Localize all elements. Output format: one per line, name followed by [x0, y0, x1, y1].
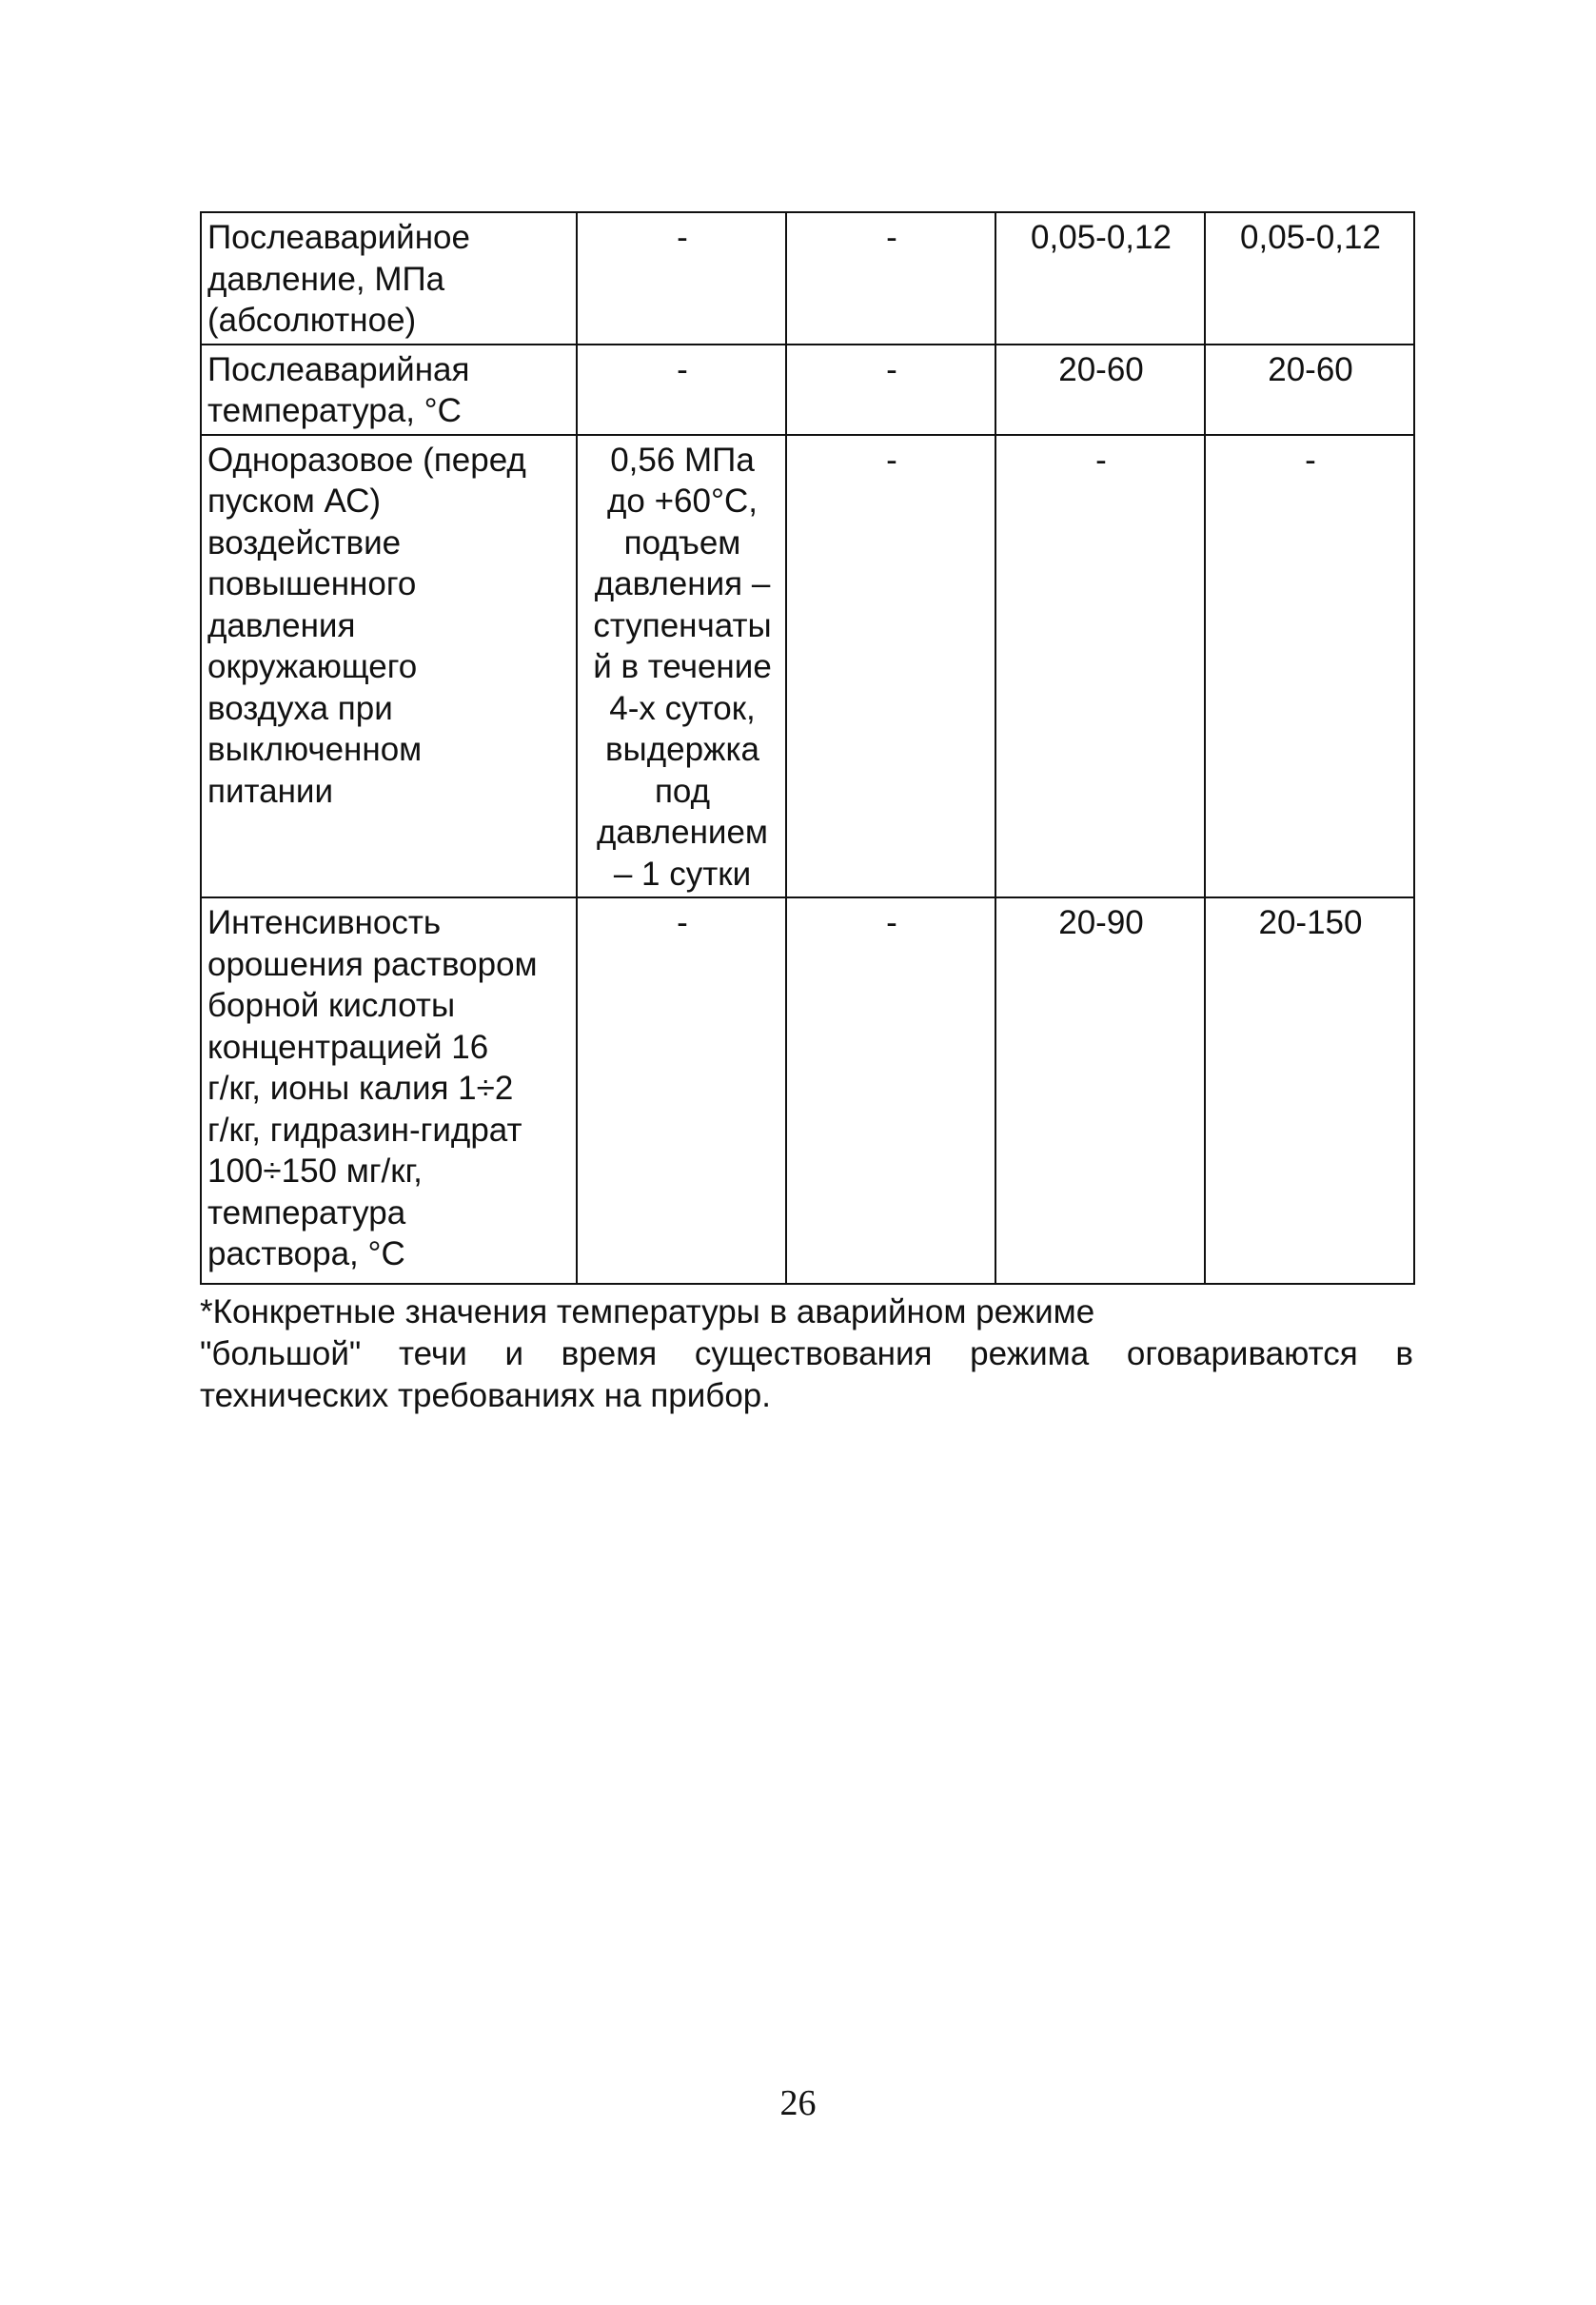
page-number: 26 [779, 2083, 817, 2123]
value-cell: - [1205, 435, 1414, 898]
footnote-line: технических требованиях на прибор. [200, 1377, 771, 1414]
parameter-cell: Одноразовое (перед пуском АС) воздействие повышенного давления окружающего воздуха при выключенном питании [201, 435, 577, 898]
table-row [201, 212, 1414, 345]
value-cell: 20-60 [995, 345, 1205, 435]
parameter-cell: Интенсивность орошения раствором борной кислоты концентрацией 16 г/кг, ионы калия 1÷2 г/кг, гидразин-гидрат 100÷150 мг/кг, температура раствора, °С [201, 897, 577, 1284]
value-cell: - [577, 897, 786, 1284]
parameter-cell: Послеаварийное давление, МПа (абсолютное) [201, 212, 577, 345]
parameter-cell: Послеаварийная температура, °С [201, 345, 577, 435]
value-cell: - [577, 345, 786, 435]
table-row [201, 897, 1414, 1284]
table-row [201, 345, 1414, 435]
table-row [201, 435, 1414, 898]
value-cell: - [786, 897, 995, 1284]
value-cell: 20-90 [995, 897, 1205, 1284]
value-cell: - [995, 435, 1205, 898]
value-cell: - [577, 212, 786, 345]
value-cell: - [786, 212, 995, 345]
value-cell: 0,05-0,12 [995, 212, 1205, 345]
value-cell: 20-150 [1205, 897, 1414, 1284]
value-cell: 0,05-0,12 [1205, 212, 1414, 345]
value-cell: 0,56 МПа до +60°С, подъем давления – ступенчаты й в течение 4-х суток, выдержка под давлением – 1 сутки [577, 435, 786, 898]
footnote [200, 1291, 1413, 1417]
specifications-table [200, 211, 1415, 1285]
footnote-line: *Конкретные значения температуры в аварийном режиме [200, 1293, 1095, 1330]
value-cell: - [786, 345, 995, 435]
value-cell: - [786, 435, 995, 898]
value-cell: 20-60 [1205, 345, 1414, 435]
footnote-line: "большой" течи и время существования режима оговариваются в [200, 1335, 1413, 1372]
